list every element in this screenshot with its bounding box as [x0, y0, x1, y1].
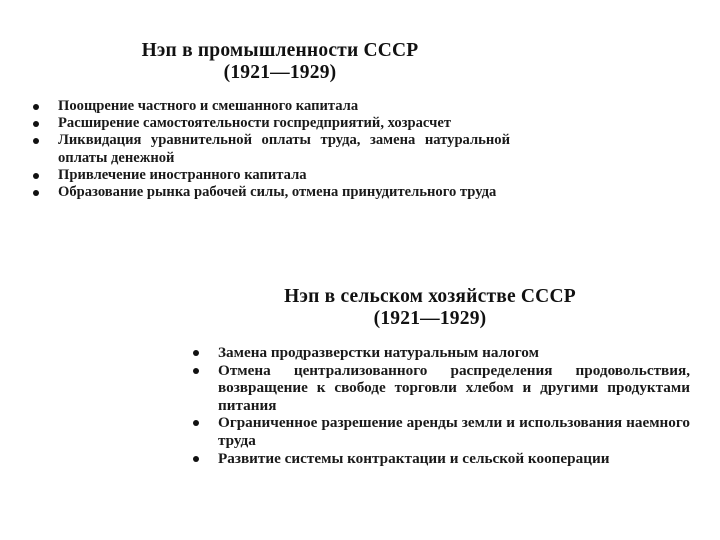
industry-years: (1921—1929): [223, 62, 337, 83]
bullet-icon: [33, 104, 39, 110]
agriculture-heading: [170, 286, 690, 330]
bullet-icon: [193, 456, 199, 462]
list-item: [30, 184, 510, 201]
list-item-text: Поощрение частного и смешанного капитала: [58, 98, 359, 114]
list-item: [30, 132, 510, 166]
list-item-text: Ограниченное разрешение аренды земли и использования наемного труда: [218, 414, 690, 449]
bullet-icon: [33, 173, 39, 179]
bullet-icon: [193, 350, 199, 356]
bullet-icon: [193, 368, 199, 374]
list-item-text: Образование рынка рабочей силы, отмена принудительного труда: [58, 184, 497, 201]
list-item-text: Отмена централизованного распределения продовольствия, возвращение к свободе торговли хлебом и другими продуктами питания: [218, 361, 690, 414]
list-item: [190, 450, 690, 468]
list-item-text: Развитие системы контрактации и сельской кооперации: [218, 449, 610, 467]
list-item: [30, 115, 510, 132]
bullet-icon: [193, 420, 199, 426]
agriculture-title: Нэп в сельском хозяйстве СССР: [284, 286, 576, 307]
list-item: [190, 344, 690, 362]
agriculture-section: [190, 286, 690, 467]
list-item: [190, 362, 690, 415]
industry-list: [30, 98, 510, 201]
list-item: [30, 167, 510, 184]
list-item-text: Ликвидация уравнительной оплаты труда, замена натуральной оплаты денежной: [58, 132, 510, 166]
agriculture-list: [190, 344, 690, 467]
list-item: [30, 98, 510, 115]
bullet-icon: [33, 138, 39, 144]
industry-heading: [50, 40, 510, 84]
list-item-text: Привлечение иностранного капитала: [58, 166, 307, 183]
agriculture-years: (1921—1929): [373, 308, 487, 329]
industry-title: Нэп в промышленности СССР: [141, 40, 419, 61]
list-item: [190, 414, 690, 449]
list-item-text: Замена продразверстки натуральным налогом: [218, 344, 539, 361]
bullet-icon: [33, 121, 39, 127]
list-item-text: Расширение самостоятельности госпредприятий, хозрасчет: [58, 115, 451, 132]
bullet-icon: [33, 190, 39, 196]
industry-section: [30, 40, 510, 201]
